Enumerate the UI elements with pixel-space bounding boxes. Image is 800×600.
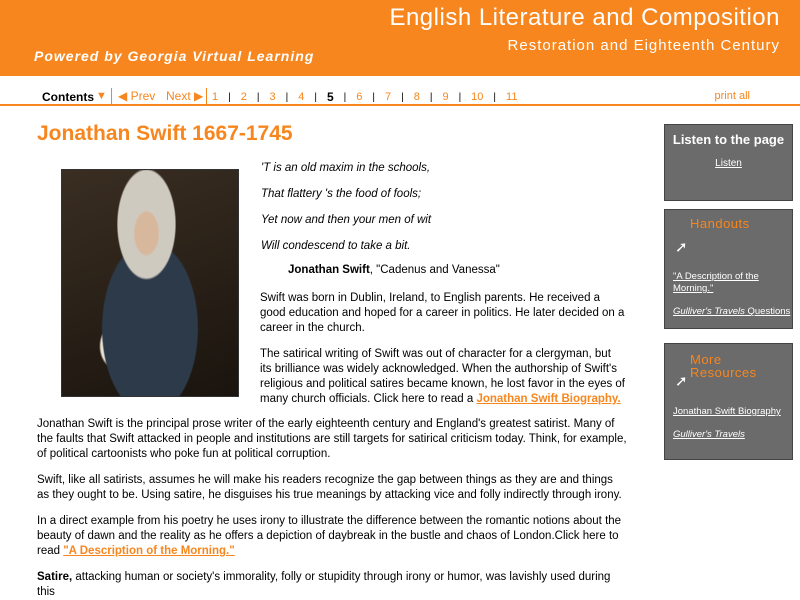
poem-line: That flattery 's the food of fools; <box>261 188 422 200</box>
resource-biography-link[interactable]: Jonathan Swift Biography <box>673 406 781 417</box>
page-link-1[interactable]: 1 <box>212 91 219 103</box>
satire-term: Satire, <box>37 571 73 583</box>
handouts-title: Handouts <box>690 216 750 231</box>
page-link-6[interactable]: 6 <box>356 91 363 103</box>
paragraph: In a direct example from his poetry he uses irony to illustrate the difference between the romantic notions about the beauty of dawn and the reality as he offers a depiction of daybreak in the bustle and chaos of London.Click here to read "A Description of the Morning." <box>37 515 622 557</box>
cursor-arrow-icon: ➚ <box>675 373 688 390</box>
powered-by-logo: Powered by Georgia Virtual Learning <box>34 48 315 64</box>
page-title: Jonathan Swift 1667-1745 <box>37 122 293 145</box>
page-link-11[interactable]: 11 <box>506 91 518 103</box>
page-links: 1 | 2 | 3 | 4 | 5 | 6 | 7 | 8 | 9 | 10 | 11 <box>212 90 518 104</box>
attribution-work: , "Cadenus and Vanessa" <box>369 264 500 276</box>
print-all-link[interactable]: print all <box>714 90 750 102</box>
contents-menu[interactable]: Contents <box>42 90 94 104</box>
handout-gulliver-link[interactable]: Gulliver's Travels Questions <box>673 306 791 317</box>
biography-link[interactable]: Jonathan Swift Biography. <box>476 393 621 405</box>
listen-title: Listen to the page <box>672 132 785 147</box>
poem-line: Will condescend to take a bit. <box>261 240 411 252</box>
course-subtitle: Restoration and Eighteenth Century <box>507 37 780 54</box>
poem-attribution <box>288 264 500 276</box>
paragraph: Satire, attacking human or society's immorality, folly or stupidity through irony or humor, was lavishly used during this <box>37 571 611 598</box>
page-link-2[interactable]: 2 <box>240 91 247 103</box>
next-button[interactable]: Next ▶ <box>166 89 204 103</box>
paragraph: Swift, like all satirists, assumes he will make his readers recognize the gap between things as they are and things as they ought to be. Using satire, he disguises his true meanings by attacking vice and folly indirectly through irony. <box>37 474 622 501</box>
page-link-current: 5 <box>326 90 334 104</box>
resource-gulliver-link[interactable]: Gulliver's Travels <box>673 429 745 440</box>
page-link-7[interactable]: 7 <box>384 91 392 103</box>
page-link-9[interactable]: 9 <box>442 91 449 103</box>
paragraph: Swift was born in Dublin, Ireland, to English parents. He received a good education and hoped for a career in politics. He later decided on a career in the church. <box>260 292 625 334</box>
page-link-3[interactable]: 3 <box>269 91 276 103</box>
listen-link[interactable]: Listen <box>715 158 742 169</box>
cursor-arrow-icon: ➚ <box>675 239 688 256</box>
course-title: English Literature and Composition <box>389 4 780 31</box>
poem-quote <box>261 160 431 264</box>
resources-box <box>664 343 793 460</box>
resources-title: More Resources <box>690 352 757 380</box>
prev-button[interactable]: ◀ Prev <box>118 89 156 103</box>
poem-line: Yet now and then your men of wit <box>261 214 432 226</box>
navigation-bar <box>0 76 800 106</box>
poem-line: 'T is an old maxim in the schools, <box>261 162 431 174</box>
attribution-author: Jonathan Swift <box>288 264 370 276</box>
nav-divider <box>206 88 207 104</box>
paragraph: The satirical writing of Swift was out of character for a clergyman, but its brilliance was widely acknowledged. When the authorship of Swift's religious and political satires became known, he lost favor in the eyes of many church officials. Click here to read a Jonathan Swift Biography. <box>260 348 626 405</box>
chevron-down-icon[interactable]: ▼ <box>96 90 107 102</box>
page-link-10[interactable]: 10 <box>471 91 484 103</box>
site-header <box>0 0 800 76</box>
swift-portrait-image <box>61 169 239 397</box>
description-morning-link[interactable]: "A Description of the Morning." <box>63 545 235 557</box>
page-link-4[interactable]: 4 <box>298 91 305 103</box>
paragraph: Jonathan Swift is the principal prose writer of the early eighteenth century and England's greatest satirist. Many of the faults that Swift attacked in people and institutions are still targets for satirical criticism today. Think, for example, of political cartoonists who poke fun at political corruption. <box>37 418 627 460</box>
listen-box <box>664 124 793 201</box>
handouts-box <box>664 209 793 329</box>
handout-description-link[interactable]: "A Description of the Morning." <box>673 271 759 294</box>
page-link-8[interactable]: 8 <box>413 91 420 103</box>
nav-divider <box>111 88 112 104</box>
